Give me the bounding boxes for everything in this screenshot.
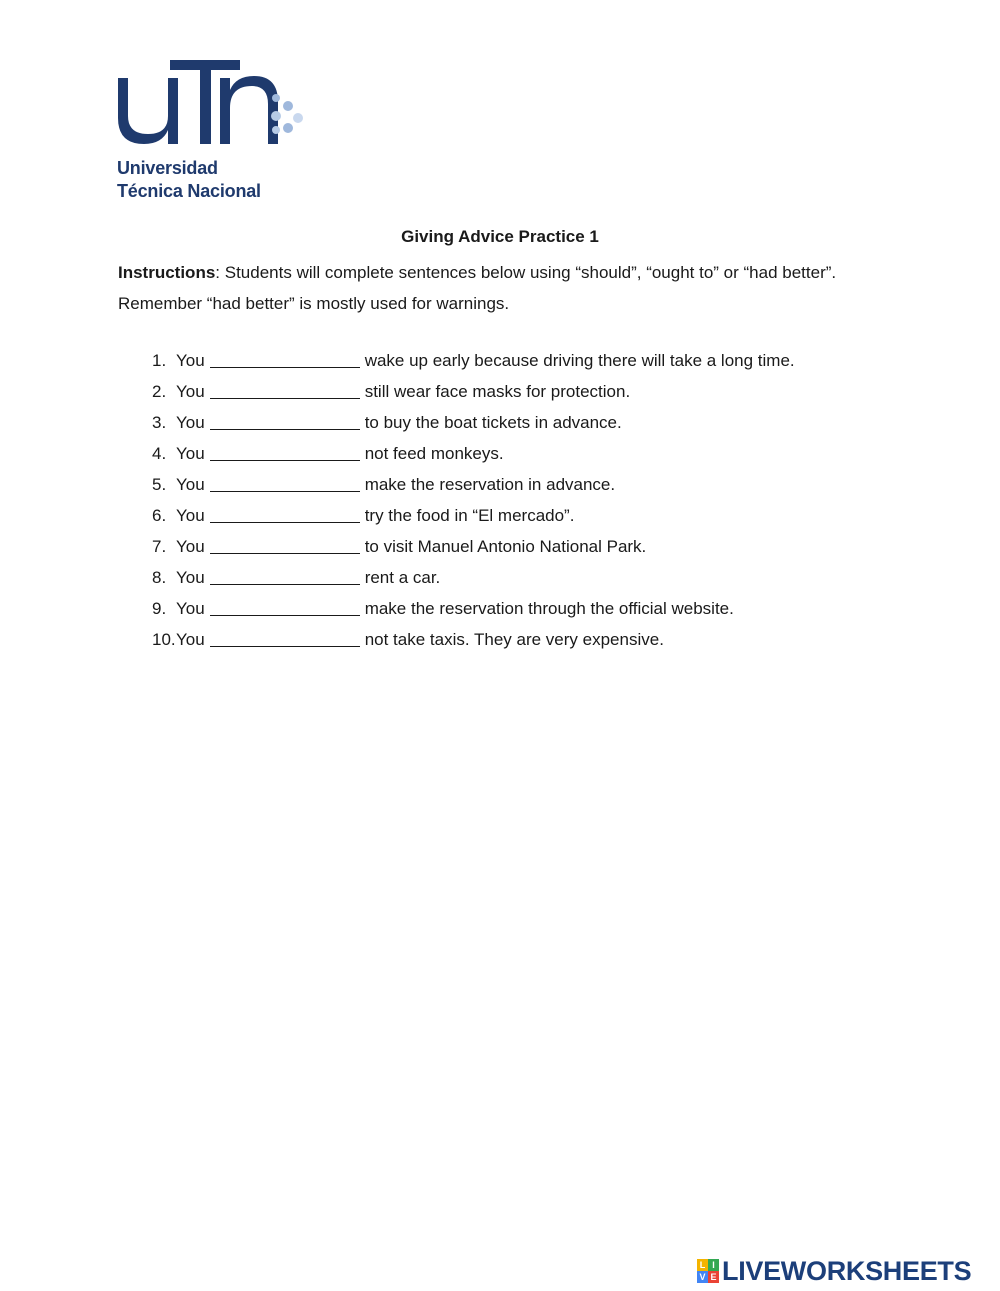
answer-blank[interactable]: [210, 474, 360, 492]
exercise-item: [118, 593, 795, 624]
answer-blank[interactable]: [210, 567, 360, 585]
item-number: 4.: [152, 444, 167, 463]
utn-logo-mark-icon: [112, 56, 312, 156]
item-text: not take taxis. They are very expensive.: [364, 630, 664, 649]
instructions-line-1: [118, 257, 918, 288]
liveworksheets-brand[interactable]: [697, 1256, 971, 1286]
item-subject: You: [176, 506, 205, 525]
exercise-item: [118, 407, 795, 438]
logo-text: [117, 157, 261, 203]
item-number: 2.: [152, 382, 167, 401]
answer-blank[interactable]: [210, 443, 360, 461]
page-title: Giving Advice Practice 1: [401, 227, 599, 246]
item-text: to visit Manuel Antonio National Park.: [364, 537, 647, 556]
item-number: 6.: [152, 506, 167, 525]
item-text: make the reservation in advance.: [364, 475, 616, 494]
liveworksheets-logo-icon: [697, 1259, 719, 1283]
item-text: wake up early because driving there will take a long time.: [364, 351, 795, 370]
answer-blank[interactable]: [210, 536, 360, 554]
item-subject: You: [176, 475, 205, 494]
instructions-text: : Students will complete sentences below using “should”, “ought to” or “had better”.: [215, 263, 837, 282]
item-text: try the food in “El mercado”.: [364, 506, 575, 525]
item-number: 3.: [152, 413, 167, 432]
exercise-item: [118, 345, 795, 376]
exercise-item: [118, 376, 795, 407]
brand-icon-letter: L: [697, 1259, 708, 1271]
exercise-list: [118, 345, 795, 655]
item-number: 9.: [152, 599, 167, 618]
exercise-item: [118, 438, 795, 469]
item-text: rent a car.: [364, 568, 441, 587]
exercise-item: [118, 469, 795, 500]
item-number: 1.: [152, 351, 167, 370]
exercise-item: [118, 500, 795, 531]
instructions-line-2: Remember “had better” is mostly used for warnings.: [118, 294, 510, 313]
item-subject: You: [176, 382, 205, 401]
item-subject: You: [176, 351, 205, 370]
answer-blank[interactable]: [210, 350, 360, 368]
item-number: 5.: [152, 475, 167, 494]
answer-blank[interactable]: [210, 505, 360, 523]
answer-blank[interactable]: [210, 598, 360, 616]
exercise-item: [118, 562, 795, 593]
logo-line-universidad: Universidad: [117, 158, 218, 178]
answer-blank[interactable]: [210, 629, 360, 647]
item-text: still wear face masks for protection.: [364, 382, 631, 401]
instructions-label: Instructions: [118, 263, 216, 282]
answer-blank[interactable]: [210, 412, 360, 430]
item-text: to buy the boat tickets in advance.: [364, 413, 622, 432]
instructions: [118, 257, 918, 319]
item-number: 10.: [152, 630, 176, 649]
item-subject: You: [176, 630, 205, 649]
brand-icon-letter: I: [708, 1259, 719, 1271]
item-number: 7.: [152, 537, 167, 556]
brand-icon-letter: V: [697, 1271, 708, 1283]
item-subject: You: [176, 537, 205, 556]
item-text: not feed monkeys.: [364, 444, 504, 463]
exercise-item: [118, 531, 795, 562]
answer-blank[interactable]: [210, 381, 360, 399]
item-subject: You: [176, 599, 205, 618]
item-text: make the reservation through the official website.: [364, 599, 734, 618]
exercise-item: [118, 624, 795, 655]
liveworksheets-wordmark: LIVEWORKSHEETS: [722, 1255, 972, 1286]
logo-line-tecnica-nacional: Técnica Nacional: [117, 181, 261, 201]
item-subject: You: [176, 413, 205, 432]
item-subject: You: [176, 444, 205, 463]
brand-icon-letter: E: [708, 1271, 719, 1283]
item-subject: You: [176, 568, 205, 587]
item-number: 8.: [152, 568, 167, 587]
